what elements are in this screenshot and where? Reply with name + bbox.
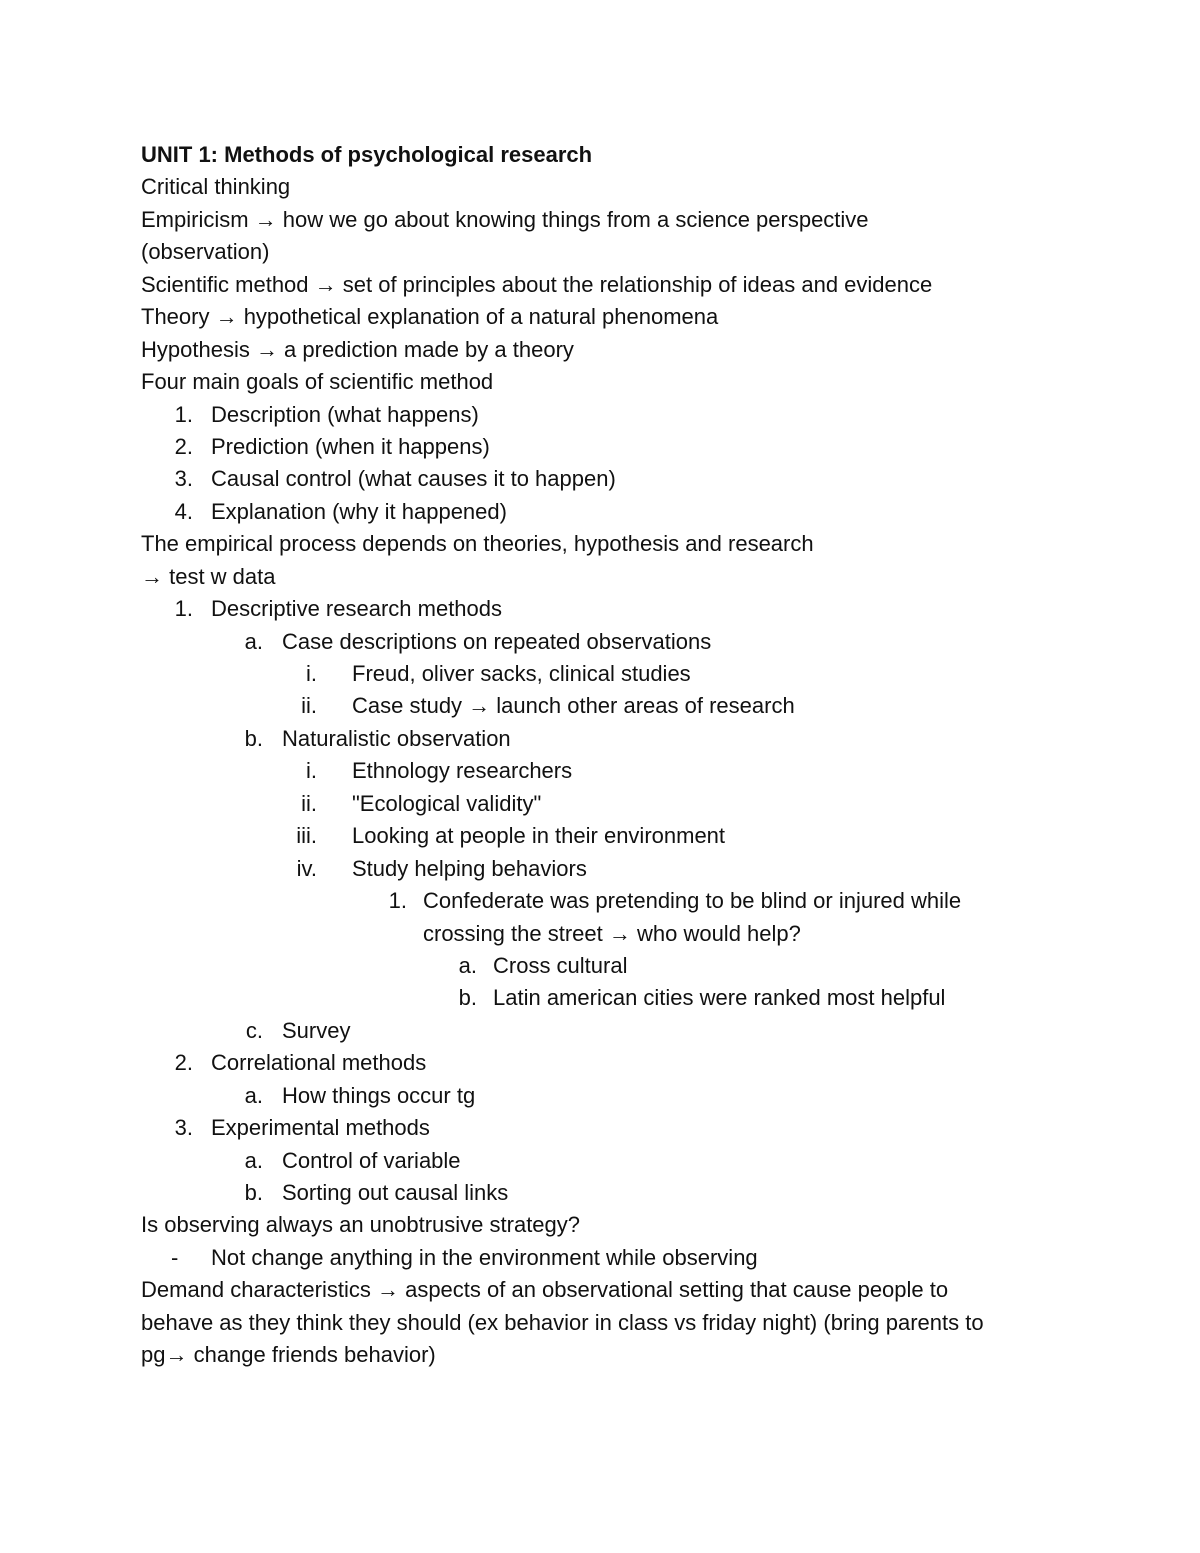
list-item-text: Causal control (what causes it to happen) (211, 466, 616, 492)
line-text: pg→ change friends behavior) (141, 1342, 436, 1368)
list-item-text: Experimental methods (211, 1115, 430, 1141)
list-marker: 1. (174, 401, 193, 427)
line-text: Demand characteristics → aspects of an observational setting that cause people to (141, 1277, 949, 1303)
line-text: behave as they think they should (ex behavior in class vs friday night) (bring parents to (141, 1309, 984, 1335)
list-marker: 2. (174, 1050, 193, 1076)
list-marker: b. (244, 1180, 263, 1205)
list-marker: i. (306, 758, 317, 784)
line-text: (observation) (141, 239, 270, 265)
text-line (141, 561, 1071, 593)
list-item-continuation (141, 918, 1071, 950)
list-marker: 1. (174, 596, 193, 622)
list-item-text: Case study → launch other areas of research (352, 693, 795, 719)
list-item (141, 1080, 1071, 1112)
list-item (141, 690, 1071, 722)
list-marker: a. (244, 628, 263, 654)
line-text: Critical thinking (141, 174, 291, 200)
list-marker: a. (458, 952, 477, 978)
list-item (141, 1177, 1071, 1209)
document-title: UNIT 1: Methods of psychological research (141, 142, 593, 167)
list-item-text: Naturalistic observation (282, 725, 511, 751)
list-item (141, 399, 1071, 431)
list-marker: c. (245, 1017, 263, 1043)
list-item-text: Not change anything in the environment while observing (211, 1244, 758, 1270)
list-marker: 1. (388, 888, 407, 914)
list-item-text: Case descriptions on repeated observations (282, 628, 712, 654)
text-line (141, 269, 1071, 301)
list-item-text: How things occur tg (282, 1082, 476, 1108)
list-item-text: Looking at people in their environment (352, 823, 726, 849)
line-text: Is observing always an unobtrusive strategy? (141, 1212, 581, 1238)
list-marker: a. (244, 1082, 263, 1108)
text-line (141, 366, 1071, 398)
text-line (141, 236, 1071, 268)
list-item-text: Sorting out causal links (282, 1180, 509, 1205)
line-text: Four main goals of scientific method (141, 369, 494, 395)
list-item-text: Descriptive research methods (211, 596, 503, 622)
list-marker: b. (244, 725, 263, 751)
list-item (141, 950, 1071, 982)
list-item-text: Latin american cities were ranked most helpful (493, 985, 946, 1011)
list-item (141, 1015, 1071, 1047)
list-item (141, 463, 1071, 495)
list-item-text: Description (what happens) (211, 401, 479, 427)
line-text: Hypothesis → a prediction made by a theory (141, 336, 574, 362)
list-item (141, 755, 1071, 787)
list-item (141, 1145, 1071, 1177)
list-marker: 2. (174, 433, 193, 459)
line-text: → test w data (141, 563, 276, 589)
text-line (141, 301, 1071, 333)
text-line (141, 334, 1071, 366)
text-line (141, 1209, 1071, 1241)
list-item (141, 723, 1071, 755)
text-line (141, 171, 1071, 203)
list-item (141, 1047, 1071, 1079)
list-marker: 3. (174, 466, 193, 492)
list-item (141, 658, 1071, 690)
list-item-text: Correlational methods (211, 1050, 427, 1076)
list-item-text: Prediction (when it happens) (211, 433, 490, 459)
list-marker: a. (244, 1147, 263, 1173)
list-item (141, 626, 1071, 658)
list-item (141, 496, 1071, 528)
list-item-text: Cross cultural (493, 952, 628, 978)
list-item (141, 788, 1071, 820)
list-item (141, 885, 1071, 917)
line-text: Empiricism → how we go about knowing things from a science perspective (141, 206, 869, 232)
list-item-text: "Ecological validity" (352, 790, 542, 816)
list-item-text: Confederate was pretending to be blind or injured while (423, 888, 962, 914)
list-marker: 3. (174, 1115, 193, 1141)
text-line (141, 1274, 1071, 1306)
text-line (141, 528, 1071, 560)
list-marker: ii. (301, 790, 317, 816)
text-line (141, 1307, 1071, 1339)
list-item (141, 982, 1071, 1014)
list-marker: b. (458, 985, 477, 1011)
list-item-text: Control of variable (282, 1147, 461, 1173)
list-item (141, 853, 1071, 885)
line-text: Theory → hypothetical explanation of a natural phenomena (141, 304, 719, 330)
list-marker: ii. (301, 693, 317, 719)
list-item-text: Freud, oliver sacks, clinical studies (352, 661, 691, 686)
list-item-text: Survey (282, 1017, 351, 1043)
list-item-text: crossing the street → who would help? (423, 920, 801, 946)
list-item (141, 1112, 1071, 1144)
text-line (141, 204, 1071, 236)
dash-marker: - (171, 1244, 179, 1270)
line-text: Scientific method → set of principles about the relationship of ideas and evidence (141, 271, 933, 297)
list-marker: iii. (296, 823, 317, 849)
list-item-text: Study helping behaviors (352, 855, 587, 881)
list-item-text: Explanation (why it happened) (211, 498, 507, 524)
list-item (141, 820, 1071, 852)
list-marker: 4. (174, 498, 193, 524)
list-marker: i. (306, 661, 317, 686)
text-line (141, 1339, 1071, 1371)
line-text: The empirical process depends on theories, hypothesis and research (141, 531, 814, 557)
list-item (141, 1242, 1071, 1274)
list-item (141, 593, 1071, 625)
document-body (141, 139, 1071, 1372)
list-item-text: Ethnology researchers (352, 758, 573, 784)
list-item (141, 431, 1071, 463)
list-marker: iv. (296, 855, 317, 881)
